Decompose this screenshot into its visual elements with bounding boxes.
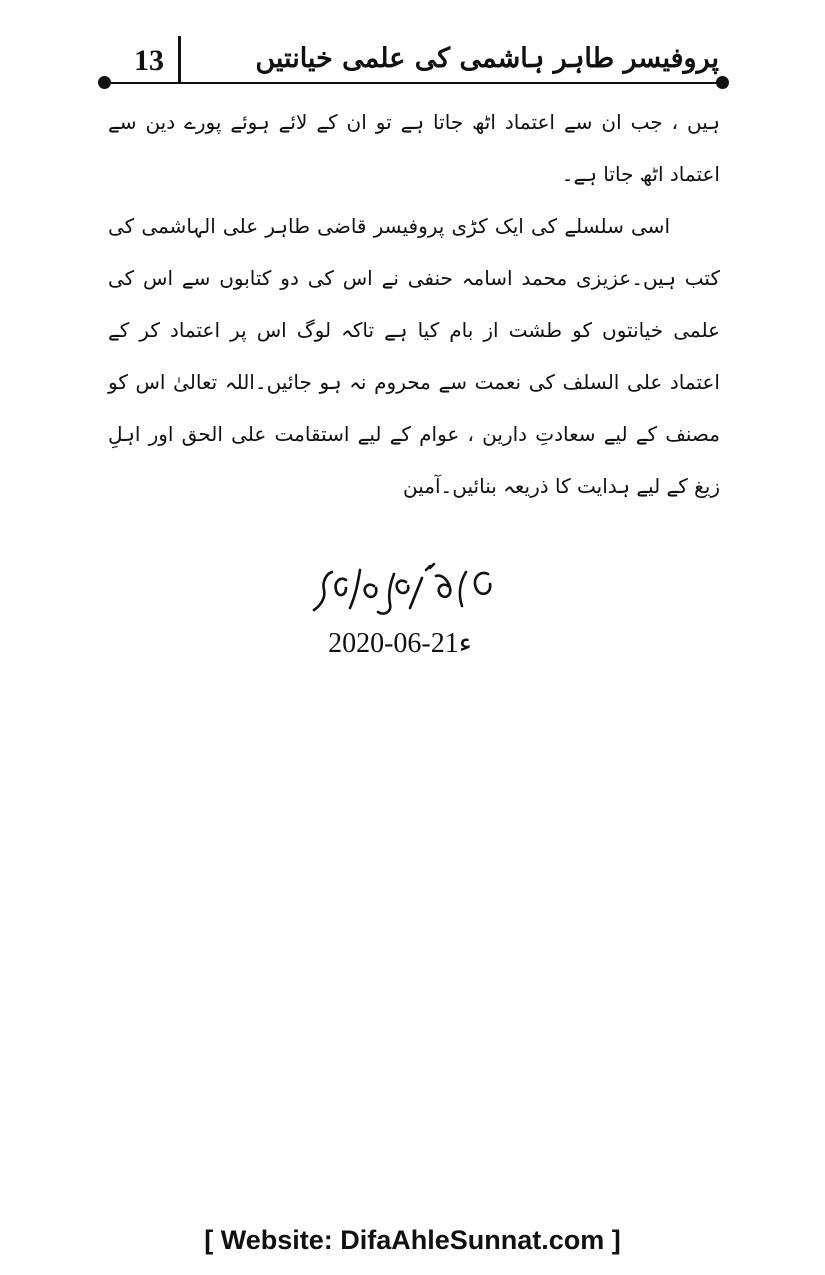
page-header <box>100 30 725 84</box>
header-rule <box>104 82 722 84</box>
page-number: 13 <box>134 44 164 77</box>
handwritten-signature <box>310 560 500 620</box>
book-title: پروفیسر طاہر ہاشمی کی علمی خیانتیں <box>255 43 719 74</box>
website-footer: [ Website: DifaAhleSunnat.com ] <box>204 1225 621 1255</box>
signature-date: 2020-06-21ء <box>328 628 472 659</box>
rule-dot-left <box>98 76 111 89</box>
paragraph-1: ہیں ، جب ان سے اعتماد اٹھ جاتا ہے تو ان کے لائے ہوئے پورے دین سے اعتماد اٹھ جاتا ہے۔ <box>108 110 720 186</box>
header-divider <box>178 36 181 82</box>
paragraph-2: اسی سلسلے کی ایک کڑی پروفیسر قاضی طاہر علی الہاشمی کی کتب ہیں۔عزیزی محمد اسامہ حنفی نے اس کی دو کتابوں سے اس کی علمی خیانتوں کو طشت از بام کیا ہے تاکہ لوگ اس پر اعتماد کر کے اعتماد علی السلف کی نعمت سے محروم نہ ہو جائیں۔اللہ تعالیٰ اس کو مصنف کے لیے سعادتِ دارین ، عوام کے لیے استقامت علی الحق اور اہلِ زیغ کے لیے ہدایت کا ذریعہ بنائیں۔آمین <box>108 214 720 498</box>
rule-dot-right <box>716 76 729 89</box>
body-text <box>108 96 720 512</box>
